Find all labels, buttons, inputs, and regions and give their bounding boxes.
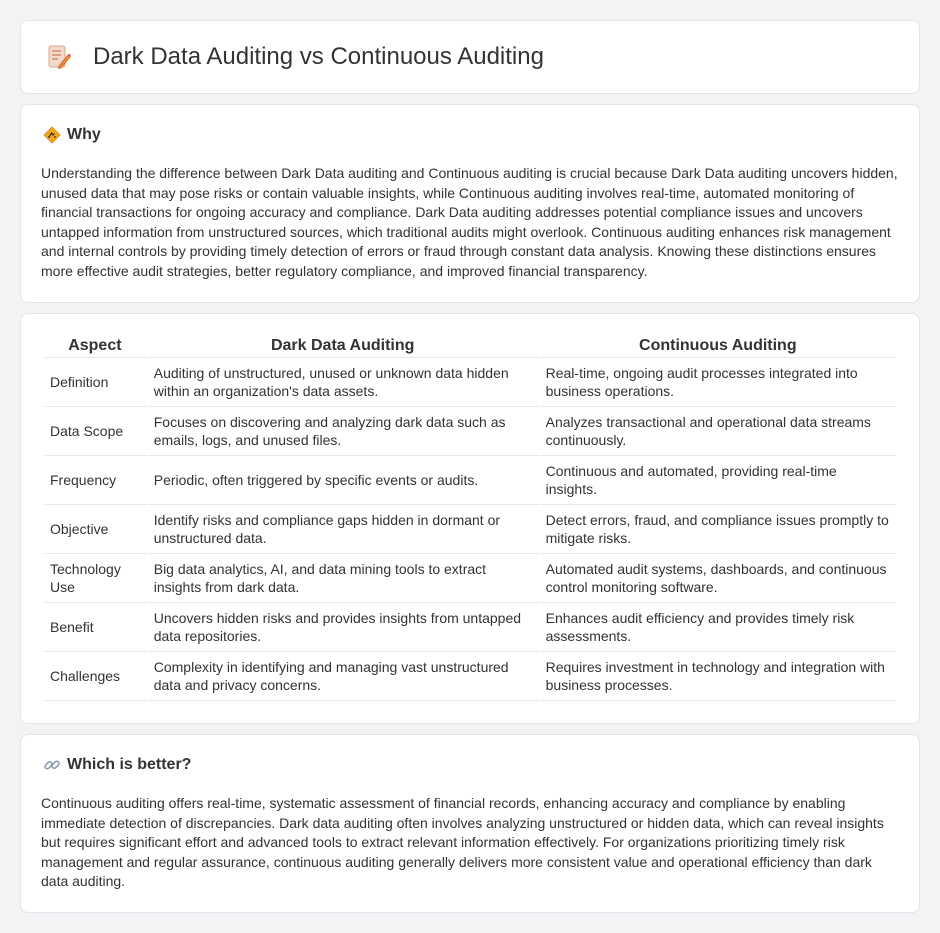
table-row: [44, 407, 896, 456]
row-aspect: Definition: [44, 358, 146, 407]
row-aspect: Challenges: [44, 652, 146, 701]
row-continuous: Automated audit systems, dashboards, and continuous control monitoring software.: [540, 554, 896, 603]
table-row: [44, 456, 896, 505]
row-continuous: Detect errors, fraud, and compliance issues promptly to mitigate risks.: [540, 505, 896, 554]
header-dark-data: Dark Data Auditing: [148, 336, 538, 358]
row-dark-data: Big data analytics, AI, and data mining tools to extract insights from dark data.: [148, 554, 538, 603]
row-continuous: Requires investment in technology and integration with business processes.: [540, 652, 896, 701]
why-text: Understanding the difference between Dark Data auditing and Continuous auditing is crucial because Dark Data auditing uncovers hidden, unused data that may pose risks or contain valuable insights, while Continuous auditing involves real-time, automated monitoring of financial transactions for ongoing accuracy and compliance. Dark Data auditing addresses potential compliance issues and uncovers untapped information from unstructured sources, which traditional audits might overlook. Continuous auditing enhances risk management and internal controls by providing timely detection of errors or fraud through constant data analysis. Knowing these distinctions ensures more effective audit strategies, better regulatory compliance, and improved financial transparency.: [41, 165, 898, 279]
row-continuous: Continuous and automated, providing real-time insights.: [540, 456, 896, 505]
row-continuous: Analyzes transactional and operational data streams continuously.: [540, 407, 896, 456]
better-text: Continuous auditing offers real-time, systematic assessment of financial records, enhancing accuracy and compliance by enabling immediate detection of discrepancies. Dark data auditing often involves analyzing unstructured or hidden data, which can reveal insights but requires significant effort and advanced tools to extract relevant information effectively. For organizations prioritizing timely risk management and regular assurance, continuous auditing generally delivers more consistent value and operational efficiency than dark data auditing.: [41, 795, 884, 889]
table-row: [44, 554, 896, 603]
link-icon: [43, 756, 61, 774]
row-dark-data: Focuses on discovering and analyzing dark data such as emails, logs, and unused files.: [148, 407, 538, 456]
row-aspect: Frequency: [44, 456, 146, 505]
warning-diamond-icon: [43, 126, 61, 144]
row-dark-data: Auditing of unstructured, unused or unknown data hidden within an organization's data assets.: [148, 358, 538, 407]
row-dark-data: Complexity in identifying and managing vast unstructured data and privacy concerns.: [148, 652, 538, 701]
row-dark-data: Identify risks and compliance gaps hidden in dormant or unstructured data.: [148, 505, 538, 554]
row-aspect: Benefit: [44, 603, 146, 652]
row-continuous: Enhances audit efficiency and provides timely risk assessments.: [540, 603, 896, 652]
row-aspect: Objective: [44, 505, 146, 554]
why-heading: [43, 126, 101, 144]
row-dark-data: Periodic, often triggered by specific events or audits.: [148, 456, 538, 505]
which-better-card: [20, 734, 920, 913]
table-header-row: [44, 336, 896, 358]
page-title: Dark Data Auditing vs Continuous Auditing: [93, 43, 544, 70]
table-row: [44, 652, 896, 701]
better-heading: [43, 756, 191, 774]
title-row: [21, 21, 919, 93]
comparison-card: [20, 313, 920, 724]
comparison-table: [42, 336, 898, 701]
header-continuous: Continuous Auditing: [540, 336, 896, 358]
document-pencil-icon: [47, 44, 71, 70]
row-continuous: Real-time, ongoing audit processes integrated into business operations.: [540, 358, 896, 407]
table-row: [44, 505, 896, 554]
why-card: [20, 104, 920, 303]
better-title: Which is better?: [67, 756, 192, 773]
row-aspect: Data Scope: [44, 407, 146, 456]
table-row: [44, 603, 896, 652]
row-dark-data: Uncovers hidden risks and provides insights from untapped data repositories.: [148, 603, 538, 652]
row-aspect: Technology Use: [44, 554, 146, 603]
header-aspect: Aspect: [44, 336, 146, 358]
header-card: [20, 20, 920, 94]
table-row: [44, 358, 896, 407]
why-title: Why: [67, 126, 101, 143]
